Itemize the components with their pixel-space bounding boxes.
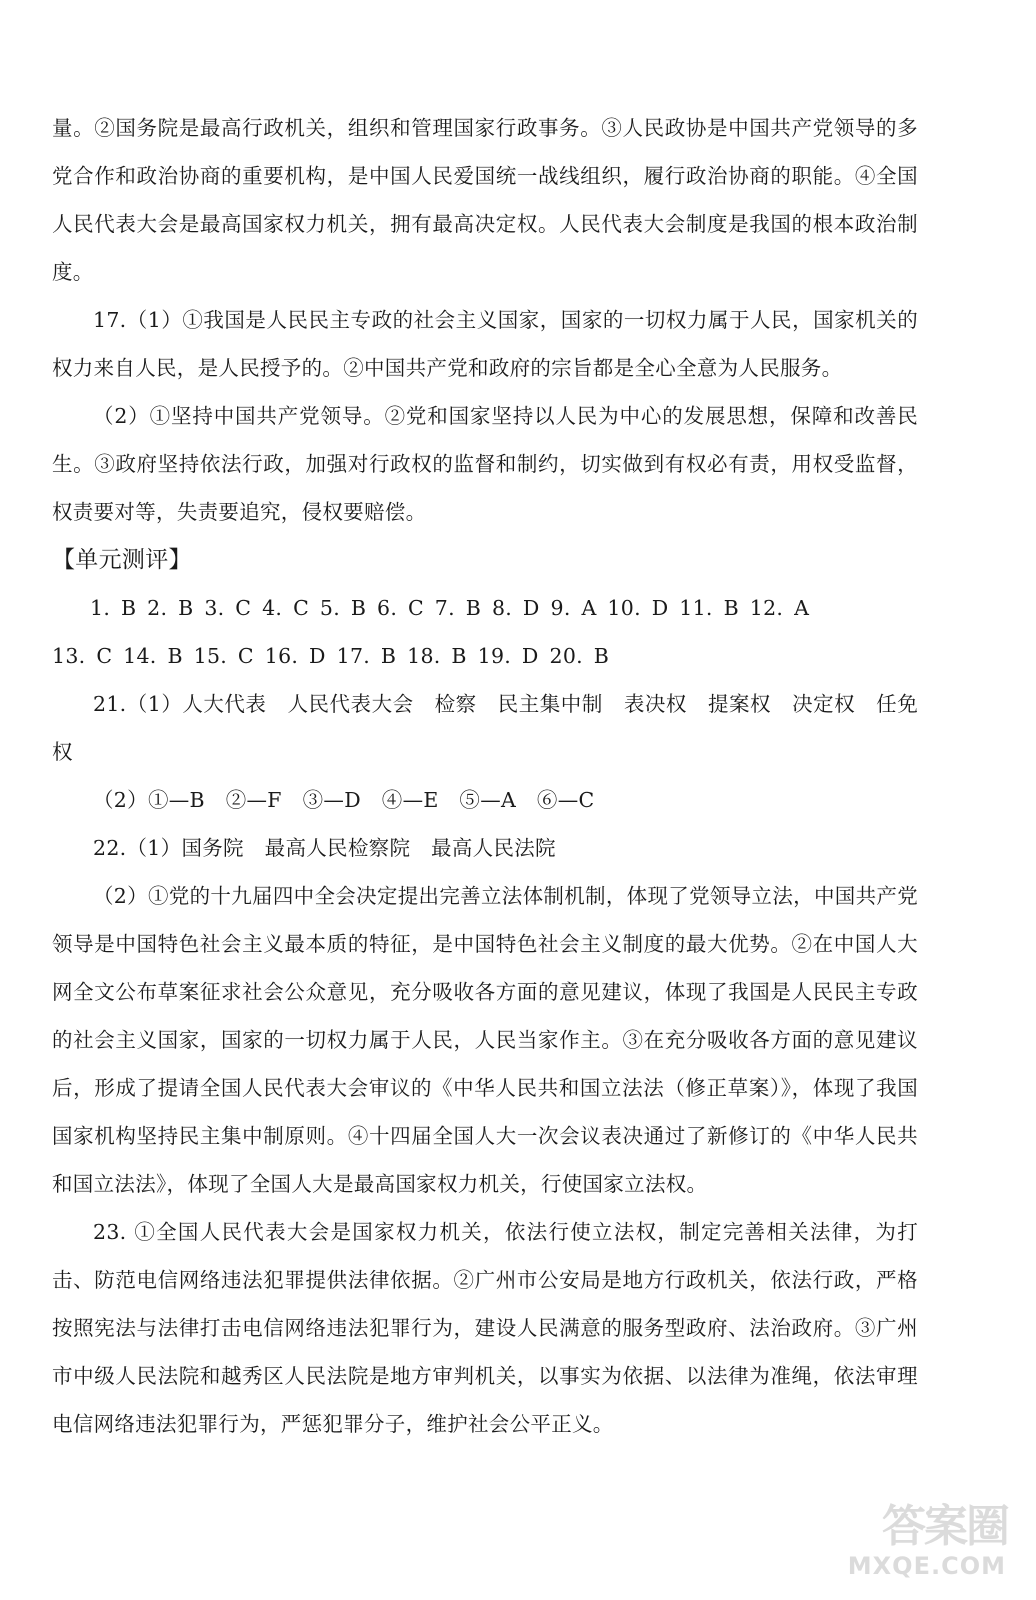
answer-21-part-2: （2）①—B ②—F ③—D ④—E ⑤—A ⑥—C (93, 788, 595, 812)
watermark-text: 答案圈 (882, 1501, 1008, 1552)
answer-23: 23. ①全国人民代表大会是国家权力机关，依法行使立法权，制定完善相关法律，为打击、防范电信网络违法犯罪提供法律依据。②广州市公安局是地方行政机关，依法行政，严格按照宪法与法律打击电信网络违法犯罪行为，建设人民满意的服务型政府、法治政府。③广州市中级人民法院和越秀区人民法院是地方审判机关，以事实为依据、以法律为准绳，依法审理电信网络违法犯罪行为，严惩犯罪分子，维护社会公平正义。 (52, 1220, 918, 1436)
answer-21-part-1: 21.（1）人大代表 人民代表大会 检察 民主集中制 表决权 提案权 决定权 任免权 (52, 692, 918, 764)
answer-17-part-2: （2）①坚持中国共产党领导。②党和国家坚持以人民为中心的发展思想，保障和改善民生。③政府坚持依法行政，加强对行政权的监督和制约，切实做到有权必有责，用权受监督，权责要对等，失责要追究，侵权要赔偿。 (52, 404, 918, 524)
choice-answers-row-1: 1. B 2. B 3. C 4. C 5. B 6. C 7. B 8. D 9. A 10. D 11. B 12. A (90, 596, 810, 620)
answer-17-part-1: 17.（1）①我国是人民民主专政的社会主义国家，国家的一切权力属于人民，国家机关的权力来自人民，是人民授予的。②中国共产党和政府的宗旨都是全心全意为人民服务。 (52, 308, 918, 380)
section-title: 【单元测评】 (52, 547, 192, 573)
answer-22-part-1: 22.（1）国务院 最高人民检察院 最高人民法院 (93, 836, 556, 860)
answer-content (52, 104, 918, 1448)
watermark-logo (828, 1490, 1008, 1580)
choice-answers-row-2: 13. C 14. B 15. C 16. D 17. B 18. B 19. D 20. B (52, 644, 610, 668)
answer-22-part-2: （2）①党的十九届四中全会决定提出完善立法体制机制，体现了党领导立法，中国共产党领导是中国特色社会主义最本质的特征，是中国特色社会主义制度的最大优势。②在中国人大网全文公布草案征求社会公众意见，充分吸收各方面的意见建议，体现了我国是人民民主专政的社会主义国家，国家的一切权力属于人民，人民当家作主。③在充分吸收各方面的意见建议后，形成了提请全国人民代表大会审议的《中华人民共和国立法法（修正草案）》，体现了我国国家机构坚持民主集中制原则。④十四届全国人大一次会议表决通过了新修订的《中华人民共和国立法法》，体现了全国人大是最高国家权力机关，行使国家立法权。 (52, 884, 918, 1196)
watermark-url: MXQE.COM (847, 1552, 1006, 1580)
paragraph-16-continued: 量。②国务院是最高行政机关，组织和管理国家行政事务。③人民政协是中国共产党领导的多党合作和政治协商的重要机构，是中国人民爱国统一战线组织，履行政治协商的职能。④全国人民代表大会是最高国家权力机关，拥有最高决定权。人民代表大会制度是我国的根本政治制度。 (52, 116, 918, 284)
